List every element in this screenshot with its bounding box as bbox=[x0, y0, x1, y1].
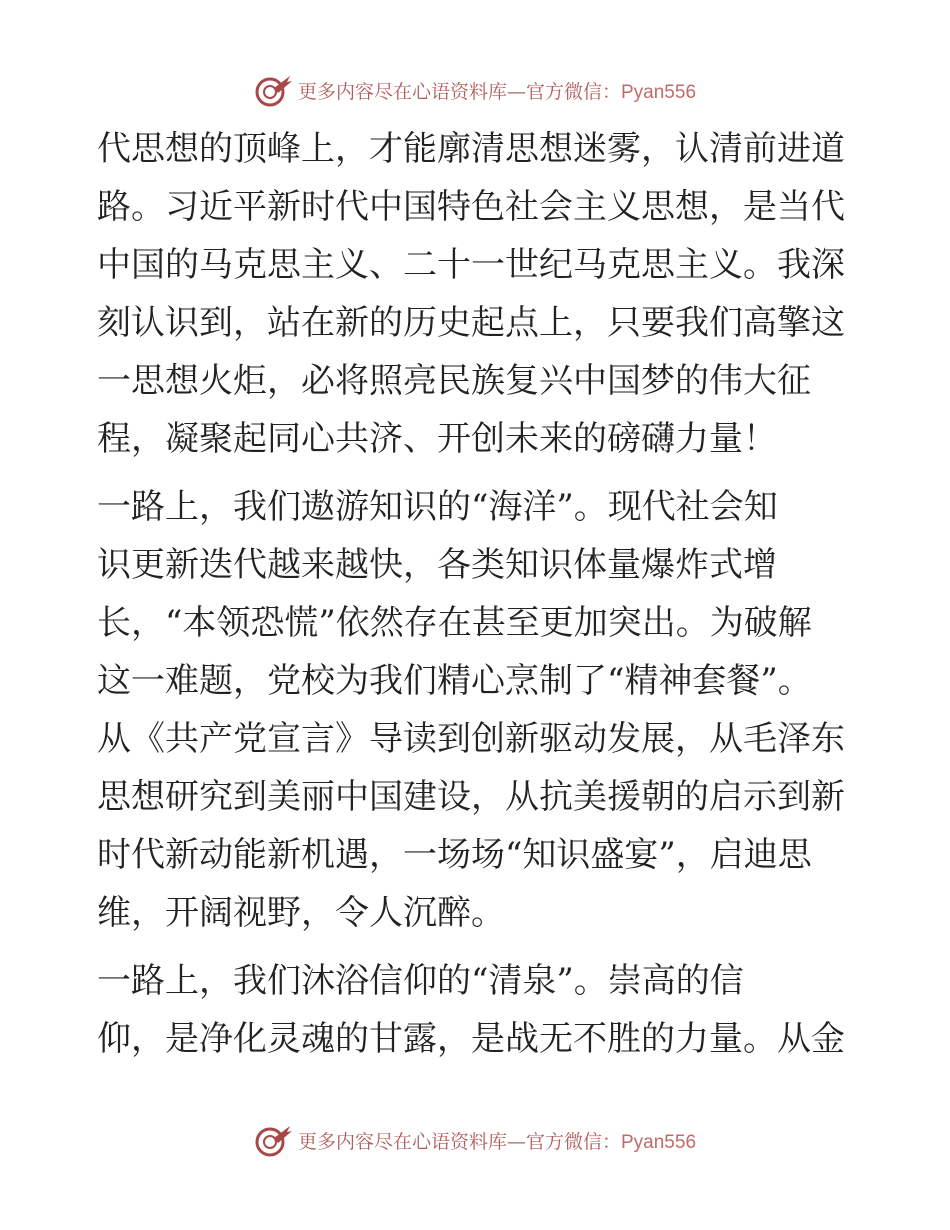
text-line: 长，“本领恐慌”依然存在甚至更加突出。为破解 bbox=[97, 603, 812, 643]
document-body bbox=[97, 120, 857, 1068]
paragraph bbox=[97, 478, 857, 942]
watermark-text: 更多内容尽在心语资料库—官方微信：Pyan556 bbox=[297, 1130, 697, 1153]
text-line: 从《共产党宣言》导读到创新驱动发展，从毛泽东 bbox=[97, 719, 845, 759]
header-watermark bbox=[0, 70, 950, 110]
text-line: 一路上，我们沐浴信仰的“清泉”。崇高的信 bbox=[97, 961, 744, 1001]
text-line: 这一难题，党校为我们精心烹制了“精神套餐”。 bbox=[97, 661, 812, 701]
watermark-text: 更多内容尽在心语资料库—官方微信：Pyan556 bbox=[297, 80, 697, 103]
logo-icon bbox=[254, 1122, 294, 1158]
text-line: 路。习近平新时代中国特色社会主义思想，是当代 bbox=[97, 187, 845, 227]
text-line: 刻认识到，站在新的历史起点上，只要我们高擎这 bbox=[97, 303, 845, 343]
text-line: 思想研究到美丽中国建设，从抗美援朝的启示到新 bbox=[97, 777, 845, 817]
text-line: 代思想的顶峰上，才能廓清思想迷雾，认清前进道 bbox=[97, 129, 845, 169]
text-line: 一思想火炬，必将照亮民族复兴中国梦的伟大征 bbox=[97, 361, 811, 401]
text-line: 中国的马克思主义、二十一世纪马克思主义。我深 bbox=[97, 245, 845, 285]
text-line: 仰，是净化灵魂的甘露，是战无不胜的力量。从金 bbox=[97, 1019, 845, 1059]
text-line: 时代新动能新机遇，一场场“知识盛宴”，启迪思 bbox=[97, 835, 812, 875]
text-line: 一路上，我们遨游知识的“海洋”。现代社会知 bbox=[97, 487, 778, 527]
paragraph bbox=[97, 952, 857, 1068]
paragraph bbox=[97, 120, 857, 468]
footer-watermark bbox=[0, 1120, 950, 1160]
text-line: 程，凝聚起同心共济、开创未来的磅礴力量！ bbox=[97, 419, 777, 459]
text-line: 识更新迭代越来越快，各类知识体量爆炸式增 bbox=[97, 545, 777, 585]
logo-icon bbox=[254, 72, 294, 108]
text-line: 维，开阔视野，令人沉醉。 bbox=[97, 893, 505, 933]
